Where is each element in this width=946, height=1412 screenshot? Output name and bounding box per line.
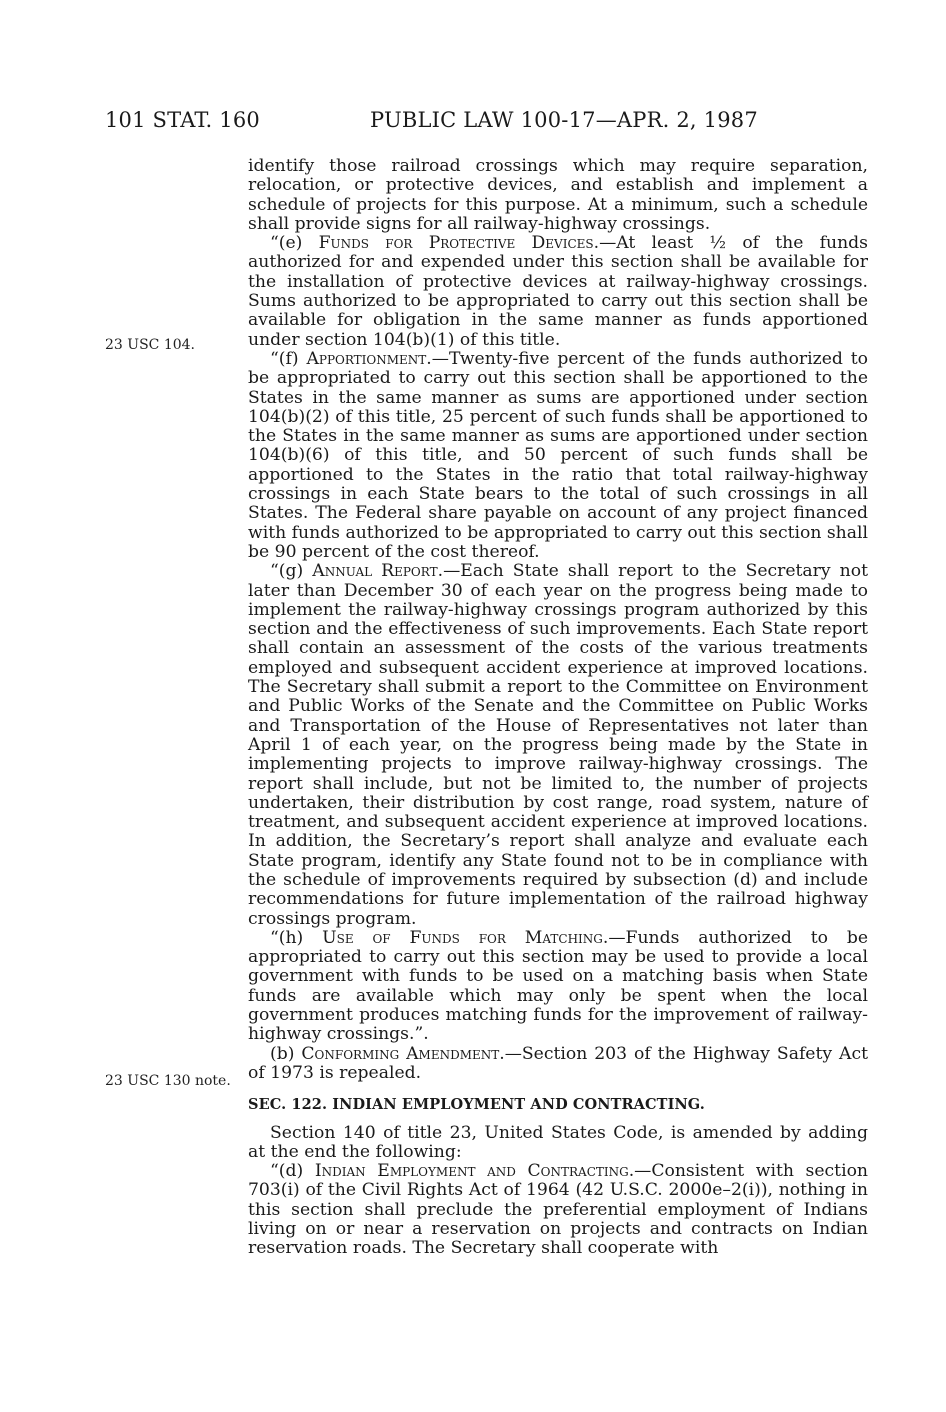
subsection-e-text: —At least ½ of the funds authorized for and expended under this section shall be available for the installation of protective devices at railway-highway crossings. Sums authorized to be appropriated to carry out this section shall be available for obligation in the same manner as funds apportioned under section 104(b)(1) of this title. [248, 233, 868, 350]
subsection-g [248, 562, 868, 929]
subsection-f-lead: “(f) [270, 348, 307, 369]
subsection-b [248, 1045, 868, 1084]
public-law-reference: PUBLIC LAW 100-17—APR. 2, 1987 [370, 108, 758, 132]
statute-reference: 101 STAT. 160 [105, 108, 260, 132]
subsection-b-heading: Conforming Amendment. [301, 1043, 505, 1064]
subsection-d-text: —Consistent with section 703(i) of the Civil Rights Act of 1964 (42 U.S.C. 2000e–2(i)), nothing in this section shall preclude the preferential employment of Indians living on or near a reservation on projects and contracts on Indian reservation roads. The Secretary shall cooperate with [248, 1161, 868, 1259]
subsection-e [248, 234, 868, 350]
subsection-b-text: —Section 203 of the Highway Safety Act of 1973 is repealed. [248, 1043, 868, 1083]
subsection-g-heading: Annual Report. [312, 561, 444, 582]
subsection-g-text: —Each State shall report to the Secretary not later than December 30 of each year on the progress being made to implement the railway-highway crossings program authorized by this section and the effectiveness of such improvements. Each State report shall contain an assessment of the costs of the various treatments employed and subsequent accident experience at improved locations. The Secretary shall submit a report to the Committee on Environment and Public Works of the Senate and the Committee on Public Works and Transportation of the House of Representatives not later than April 1 of each year, on the progress being made by the State in implementing projects to improve railway-highway crossings. The report shall include, but not be limited to, the number of projects undertaken, their distribution by cost range, road system, nature of treatment, and subsequent accident experience at improved locations. In addition, the Secretary’s report shall analyze and evaluate each State program, identify any State found not to be in compliance with the schedule of improvements required by subsection (d) and include recommendations for future implementation of the railroad highway crossings program. [248, 561, 869, 929]
subsection-d [248, 1162, 868, 1258]
subsection-e-lead: “(e) [270, 233, 319, 254]
subsection-d-lead: “(d) [270, 1161, 315, 1182]
margin-note-usc-104: 23 USC 104. [105, 337, 195, 353]
subsection-f [248, 350, 868, 562]
subsection-g-lead: “(g) [270, 561, 313, 582]
subsection-f-text: —Twenty-five percent of the funds authorized to be appropriated to carry out this section shall be apportioned to the States in the same manner as sums are apportioned under section 104(b)(2) of this title, 25 percent of such funds shall be apportioned to the States in the same manner as sums are apportioned under section 104(b)(6) of this title, and 50 percent of such funds shall be apportioned to the States in the ratio that total railway-highway crossings in each State bears to the total of such crossings in all States. The Federal share payable on account of any project financed with funds authorized to be appropriated to carry out this section shall be 90 percent of the cost thereof. [248, 348, 868, 562]
subsection-f-heading: Apportionment. [306, 348, 432, 369]
body-text [248, 157, 868, 1259]
subsection-d-heading: Indian Employment and Contracting. [314, 1161, 635, 1182]
section-heading: SEC. 122. INDIAN EMPLOYMENT AND CONTRACTING. [248, 1096, 705, 1114]
margin-note-usc-130: 23 USC 130 note. [105, 1073, 231, 1089]
subsection-h-text: —Funds authorized to be appropriated to carry out this section may be used to provide a local government with funds to be used on a matching basis when State funds are available which may only be spent when the local government produces matching funds for the improvement of railway-highway crossings.”. [248, 927, 869, 1045]
subsection-b-lead: (b) [270, 1043, 302, 1064]
subsection-h-heading: Use of Funds for Matching. [322, 927, 609, 948]
subsection-e-heading: Funds for Protective Devices. [318, 233, 600, 254]
subsection-h-lead: “(h) [270, 927, 323, 948]
subsection-h [248, 929, 868, 1045]
section-intro: Section 140 of title 23, United States Code, is amended by adding at the end the following: [248, 1122, 868, 1162]
paragraph-continuation: identify those railroad crossings which may require separation, relocation, or protective devices, and establish and implement a schedule of projects for this purpose. At a minimum, such a schedule shall provide signs for all railway-highway crossings. [248, 156, 868, 234]
